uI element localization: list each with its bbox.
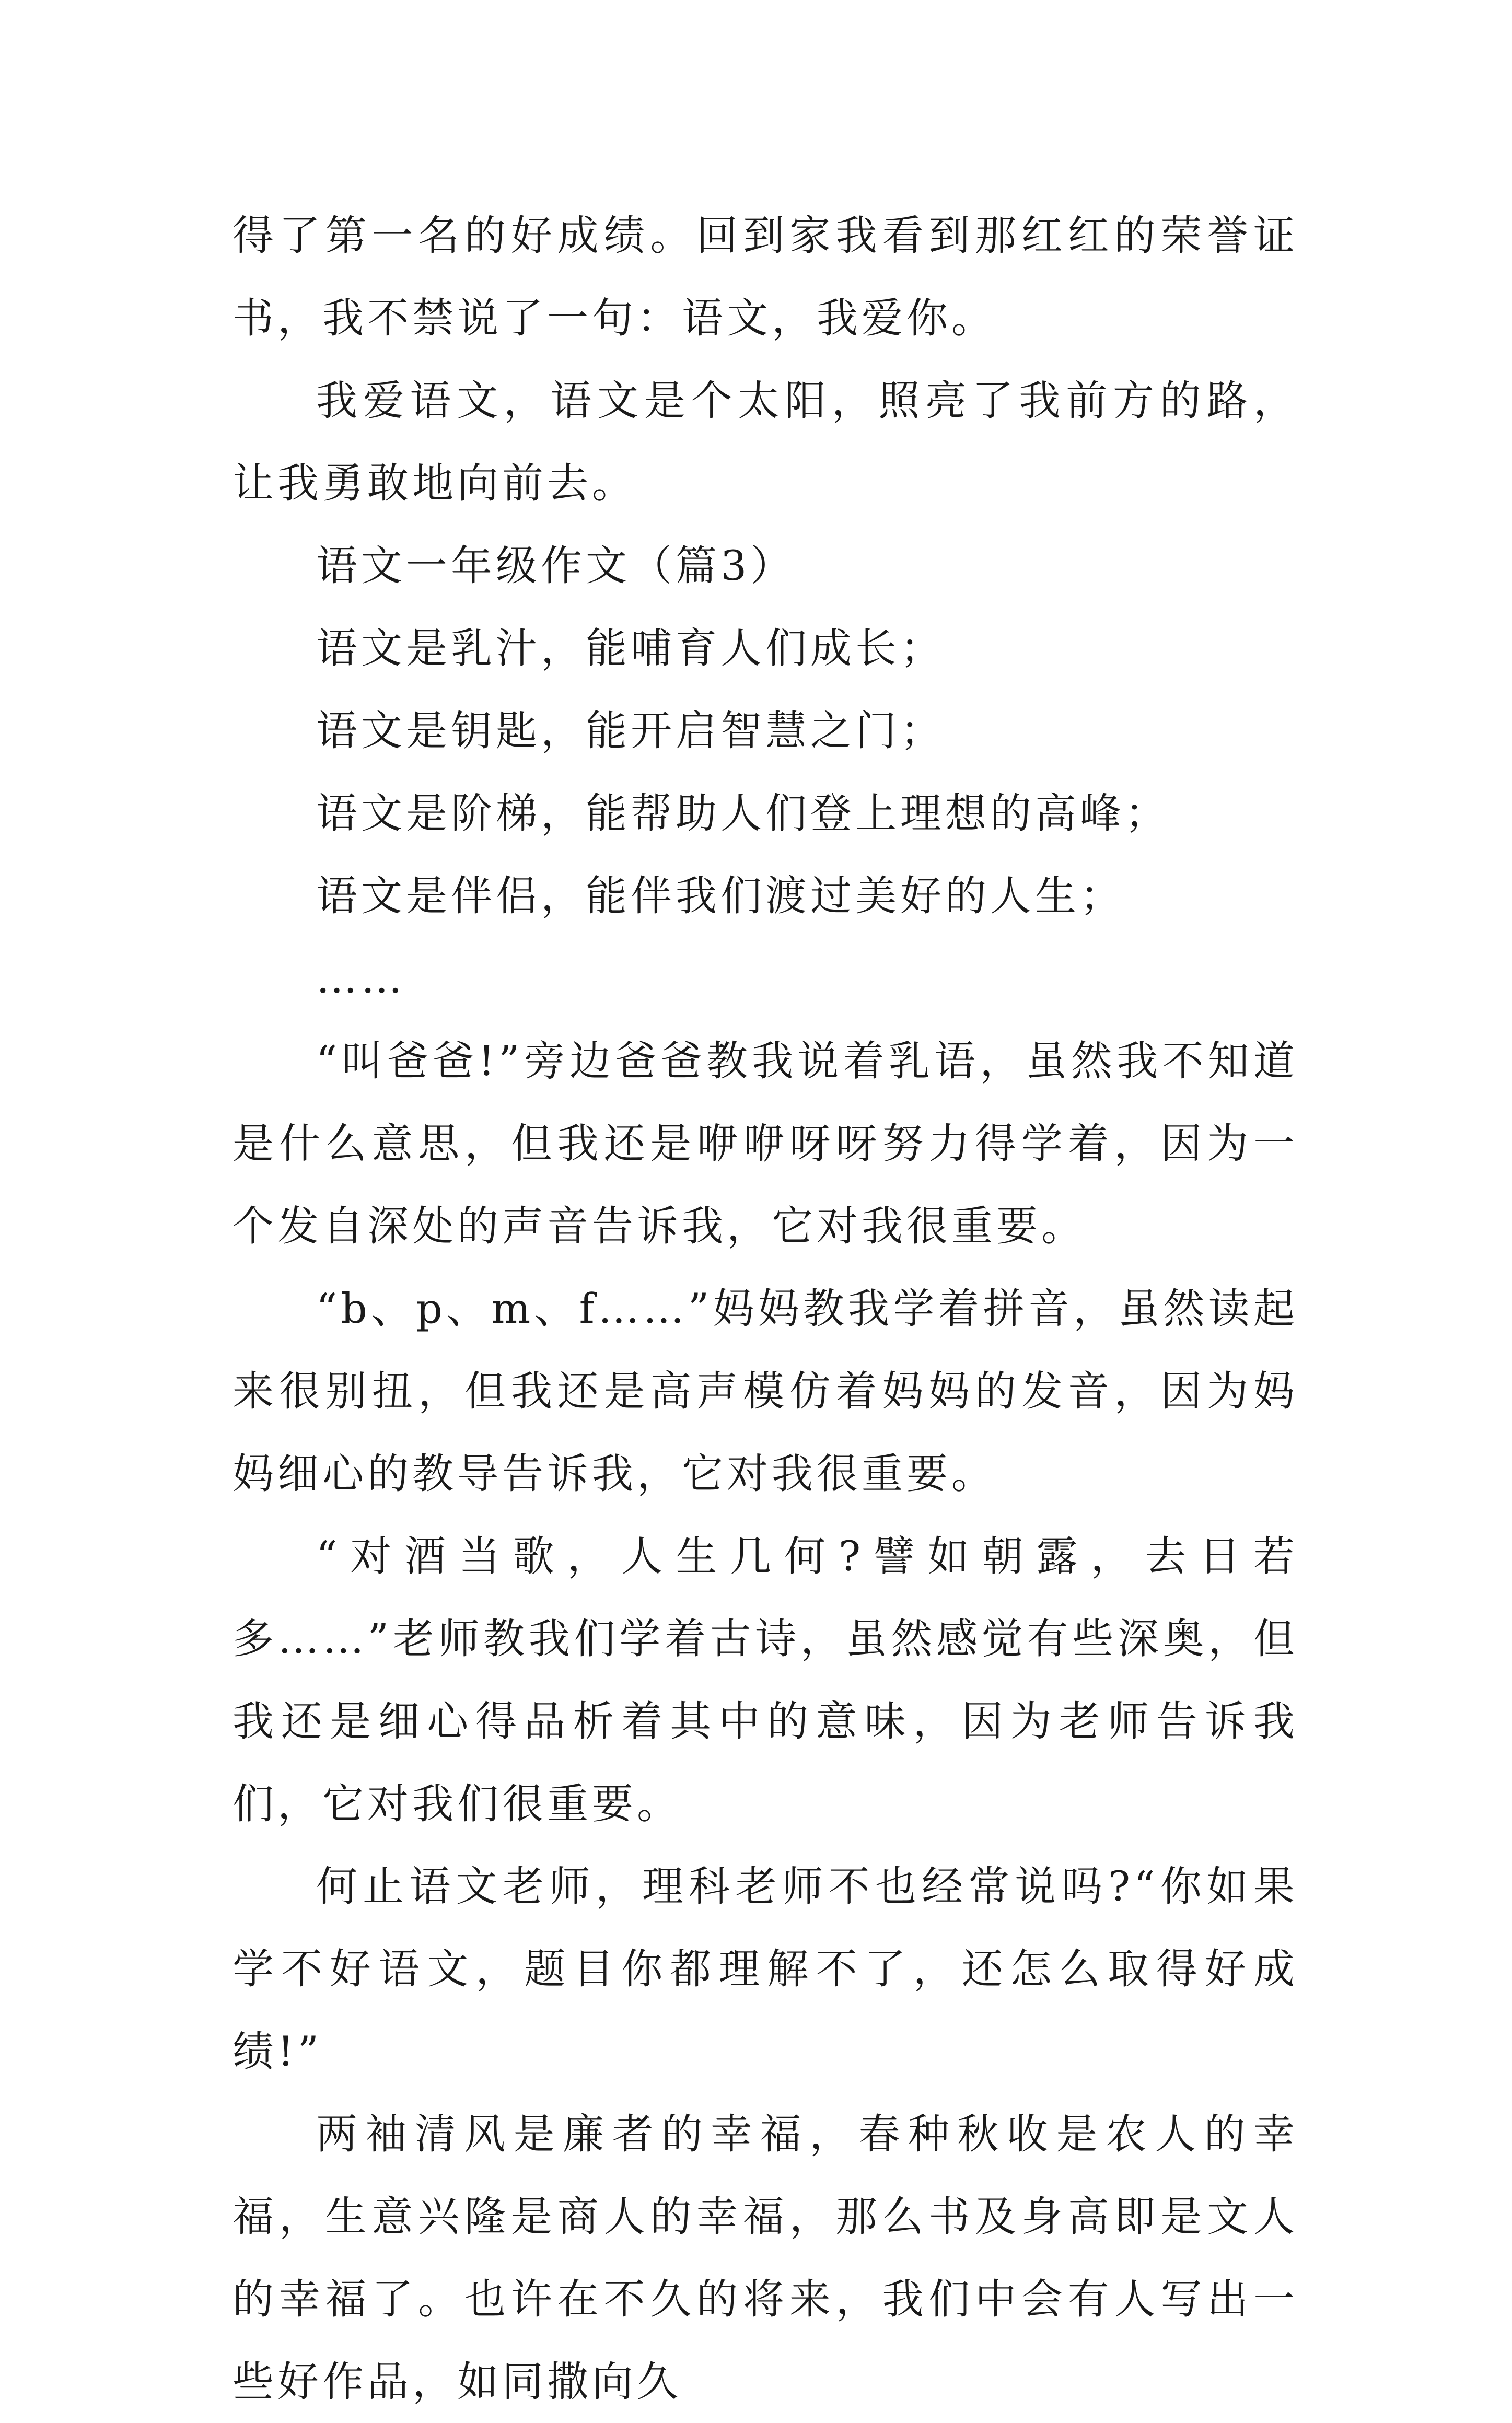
poem-line: 语文是钥匙，能开启智慧之门； <box>316 707 945 755</box>
paragraph-teacher: “对酒当歌，人生几何?譬如朝露，去日若多……”老师教我们学着古诗，虽然感觉有些深奥，但我还是细心得品析着其中的意味，因为老师告诉我们，它对我们很重要。 <box>232 1532 1298 1828</box>
paragraph-love-chinese: 我爱语文，语文是个太阳，照亮了我前方的路，让我勇敢地向前去。 <box>232 377 1298 507</box>
paragraph-happiness: 两袖清风是廉者的幸福，春种秋收是农人的幸福，生意兴隆是商人的幸福，那么书及身高即是文人的幸福了。也许在不久的将来，我们中会有人写出一些好作品，如同撒向久 <box>232 2110 1298 2406</box>
paragraph-science-teacher: 何止语文老师，理科老师不也经常说吗?“你如果学不好语文，题目你都理解不了，还怎么取得好成绩!” <box>232 1862 1298 2076</box>
document-body <box>232 194 1298 2423</box>
paragraph-continuation: 得了第一名的好成绩。回到家我看到那红红的荣誉证书，我不禁说了一句：语文，我爱你。 <box>232 212 1298 342</box>
paragraph-mom: “b、p、m、f……”妈妈教我学着拼音，虽然读起来很别扭，但我还是高声模仿着妈妈的发音，因为妈妈细心的教导告诉我，它对我很重要。 <box>232 1285 1298 1498</box>
essay-heading: 语文一年级作文（篇3） <box>316 542 796 590</box>
poem-line: 语文是乳汁，能哺育人们成长； <box>316 624 945 672</box>
poem-line: 语文是伴侣，能伴我们渡过美好的人生； <box>316 872 1125 920</box>
poem-line: 语文是阶梯，能帮助人们登上理想的高峰； <box>316 789 1170 837</box>
ellipsis-line: …… <box>316 954 406 1003</box>
paragraph-dad: “叫爸爸!”旁边爸爸教我说着乳语，虽然我不知道是什么意思，但我还是咿咿呀呀努力得学着，因为一个发自深处的声音告诉我，它对我很重要。 <box>232 1037 1298 1250</box>
